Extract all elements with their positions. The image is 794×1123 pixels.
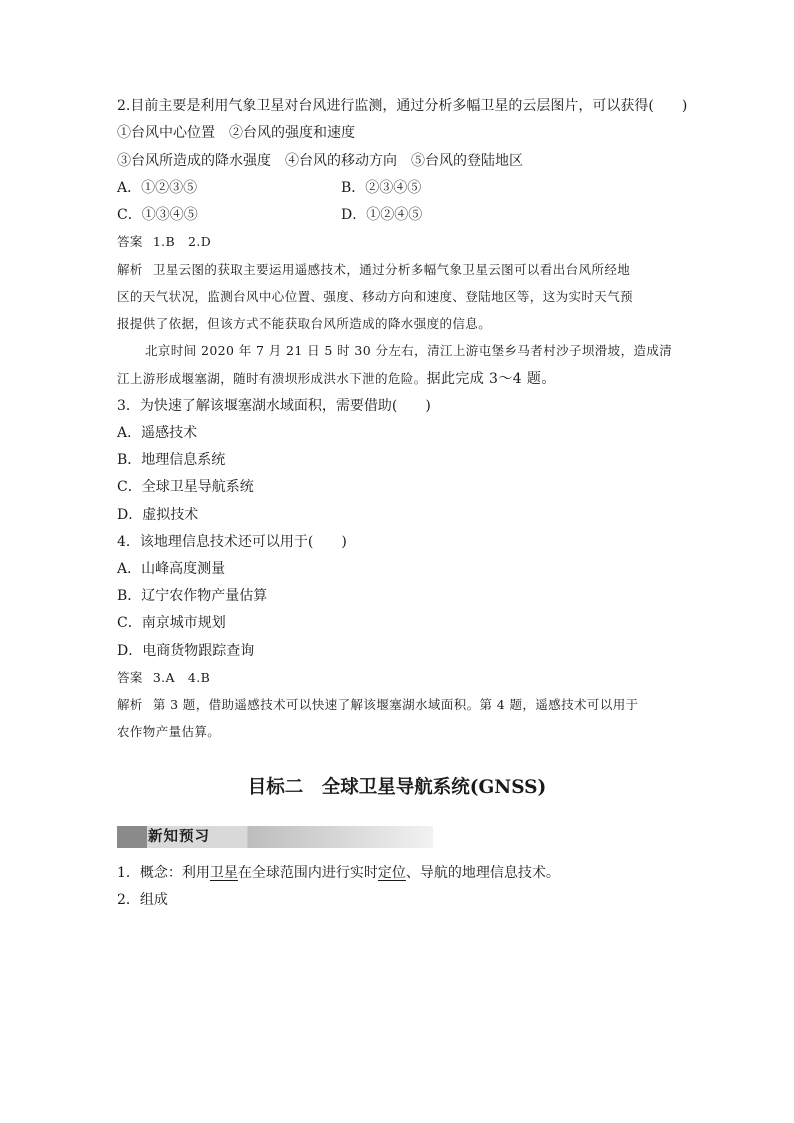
question-2-stem: 2.目前主要是利用气象卫星对台风进行监测，通过分析多幅卫星的云层图片，可以获得( )	[117, 98, 688, 114]
concept-middle: 在全球范围内进行实时	[237, 865, 378, 881]
answer-label: 答案	[117, 234, 143, 249]
question-4-option-c: C．南京城市规划	[117, 615, 226, 631]
question-4-stem: 4．该地理信息技术还可以用于( )	[117, 534, 347, 550]
answer-text: 1.B 2.D	[152, 234, 212, 249]
question-3-option-c: C．全球卫星导航系统	[117, 479, 254, 495]
analysis-text: 第 3 题，借助遥感技术可以快速了解该堰塞湖水域面积。第 4 题，遥感技术可以用于	[152, 697, 639, 712]
question-2-items-2: ③台风所造成的降水强度 ④台风的移动方向 ⑤台风的登陆地区	[117, 153, 523, 169]
question-4-option-a: A．山峰高度测量	[117, 561, 226, 577]
passage-line-2	[117, 369, 556, 389]
concept-prefix: 1．概念：利用	[117, 865, 210, 881]
question-3-stem: 3．为快速了解该堰塞湖水域面积，需要借助( )	[117, 398, 431, 414]
question-2-option-a: A．①②③⑤	[117, 180, 198, 196]
passage-line-2-main: 江上游形成堰塞湖，随时有溃坝形成洪水下泄的危险。	[117, 371, 427, 386]
question-4-option-d: D．电商货物跟踪查询	[117, 643, 255, 659]
analysis-block-2-line-2: 农作物产量估算。	[117, 724, 221, 739]
passage-line-2-tail: 据此完成 3～4 题。	[426, 371, 556, 387]
concept-underlined-positioning: 定位	[377, 865, 406, 881]
section-title: 目标二 全球卫星导航系统(GNSS)	[247, 777, 547, 798]
analysis-block-1-line-3: 报提供了依据，但该方式不能获取台风所造成的降水强度的信息。	[117, 316, 492, 331]
answer-block-2	[117, 668, 210, 688]
passage-line-1: 北京时间 2020 年 7 月 21 日 5 时 30 分左右，清江上游屯堡乡马者村沙子坝滑坡，造成清	[145, 343, 673, 358]
question-2-option-d: D．①②④⑤	[341, 207, 423, 223]
analysis-text: 卫星云图的获取主要运用遥感技术，通过分析多幅气象卫星云图可以看出台风所经地	[152, 262, 631, 277]
analysis-label: 解析	[117, 262, 143, 277]
concept-tail: 、导航的地理信息技术。	[405, 865, 560, 881]
question-2-items-1: ①台风中心位置 ②台风的强度和速度	[117, 125, 355, 141]
concept-underlined-satellite: 卫星	[209, 865, 238, 881]
question-2-option-c: C．①③④⑤	[117, 207, 198, 223]
question-3-option-b: B．地理信息系统	[117, 452, 226, 468]
concept-line	[117, 863, 560, 883]
section-banner-label: 新知预习	[148, 829, 210, 845]
analysis-block-2-line-1	[117, 695, 639, 715]
analysis-block-1-line-1	[117, 260, 630, 280]
analysis-label: 解析	[117, 697, 143, 712]
question-2-option-b: B．②③④⑤	[341, 180, 422, 196]
question-4-option-b: B．辽宁农作物产量估算	[117, 588, 268, 604]
answer-block-1	[117, 232, 211, 252]
question-3-option-a: A．遥感技术	[117, 425, 198, 441]
answer-label: 答案	[117, 670, 143, 685]
answer-text: 3.A 4.B	[152, 670, 211, 685]
question-3-option-d: D．虚拟技术	[117, 507, 199, 523]
composition-heading: 2．组成	[117, 892, 168, 908]
analysis-block-1-line-2: 区的天气状况，监测台风中心位置、强度、移动方向和速度、登陆地区等，这为实时天气预	[117, 289, 634, 304]
